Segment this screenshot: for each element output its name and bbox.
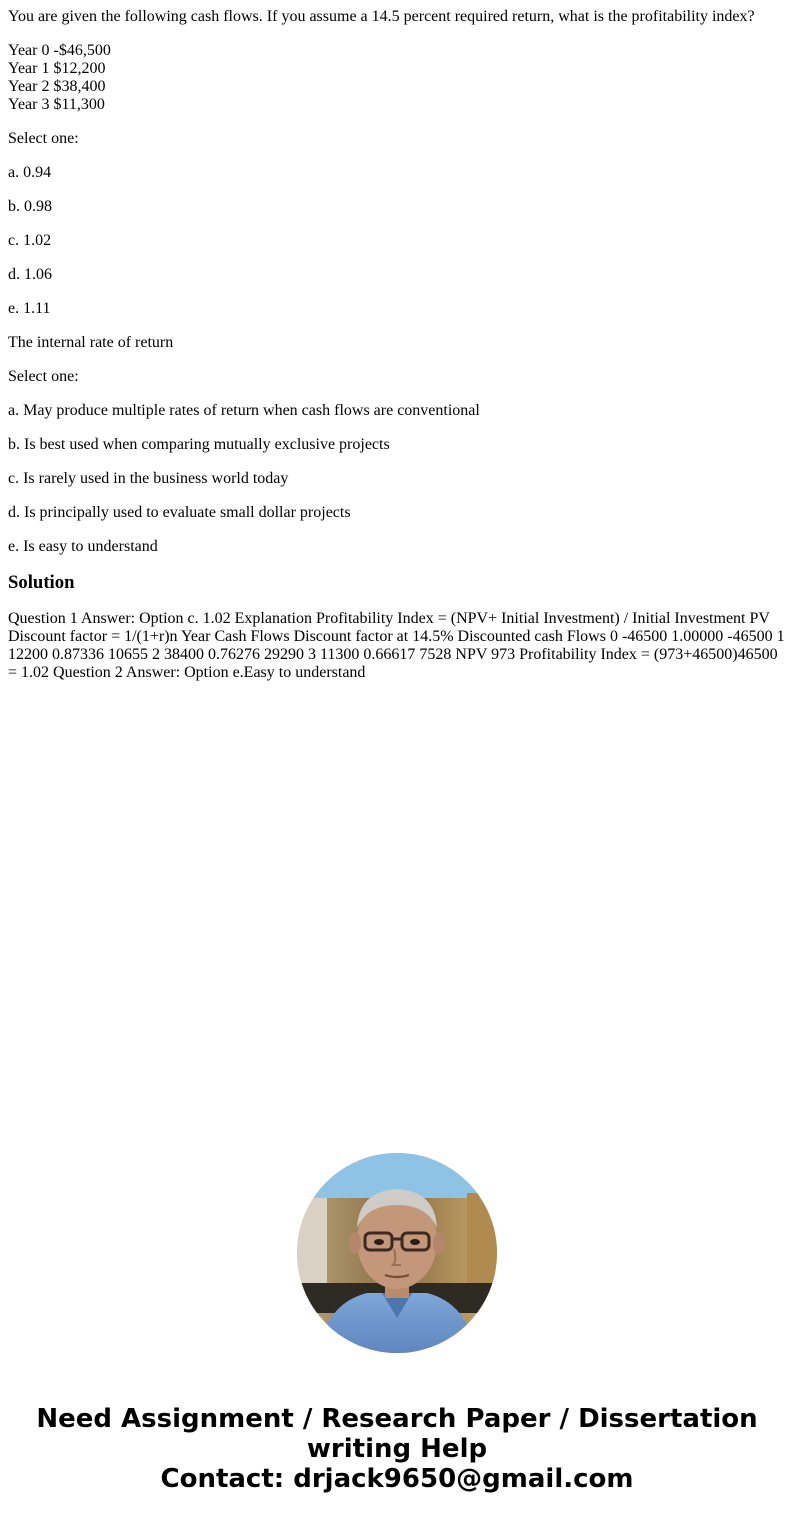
question1-option-a: a. 0.94	[8, 164, 52, 181]
question2-option-a: a. May produce multiple rates of return when cash flows are conventional	[8, 402, 480, 419]
question1-option-e: e. 1.11	[8, 300, 51, 317]
question1-option-d: d. 1.06	[8, 266, 52, 283]
promo-contact: Contact: drjack9650@gmail.com	[160, 1464, 634, 1494]
cash-flow-year-1: Year 1 $12,200	[8, 60, 106, 77]
promo-line-1: Need Assignment / Research Paper / Dissertation	[36, 1404, 758, 1434]
cash-flow-year-3: Year 3 $11,300	[8, 96, 105, 113]
question2-prompt: The internal rate of return	[8, 334, 174, 351]
cash-flow-list	[8, 42, 786, 114]
document-body	[8, 8, 786, 682]
author-portrait-image	[297, 1153, 497, 1353]
question2-option-c: c. Is rarely used in the business world today	[8, 470, 289, 487]
question2-option-d: d. Is principally used to evaluate small dollar projects	[8, 504, 351, 521]
author-avatar	[297, 1153, 497, 1353]
question2-option-e: e. Is easy to understand	[8, 538, 158, 555]
promo-line-2: writing Help	[306, 1434, 488, 1464]
promo-banner	[0, 1404, 794, 1494]
cash-flow-year-0: Year 0 -$46,500	[8, 42, 111, 59]
question1-prompt: You are given the following cash flows. If you assume a 14.5 percent required return, what is the profitability index?	[8, 8, 755, 25]
question1-option-b: b. 0.98	[8, 198, 52, 215]
question1-option-c: c. 1.02	[8, 232, 52, 249]
question1-select-label: Select one:	[8, 130, 79, 147]
solution-heading: Solution	[8, 572, 75, 593]
question2-select-label: Select one:	[8, 368, 79, 385]
cash-flow-year-2: Year 2 $38,400	[8, 78, 106, 95]
solution-text: Question 1 Answer: Option c. 1.02 Explanation Profitability Index = (NPV+ Initial Investment) / Initial Investment PV Discount factor = 1/(1+r)n Year Cash Flows Discount factor at 14.5% Discounted cash Flows 0 -46500 1.00000 -46500 1 12200 0.87336 10655 2 38400 0.76276 29290 3 11300 0.66617 7528 NPV 973 Profitability Index = (973+46500)46500 = 1.02 Question 2 Answer: Option e.Easy to understand	[8, 610, 785, 681]
question2-option-b: b. Is best used when comparing mutually exclusive projects	[8, 436, 390, 453]
